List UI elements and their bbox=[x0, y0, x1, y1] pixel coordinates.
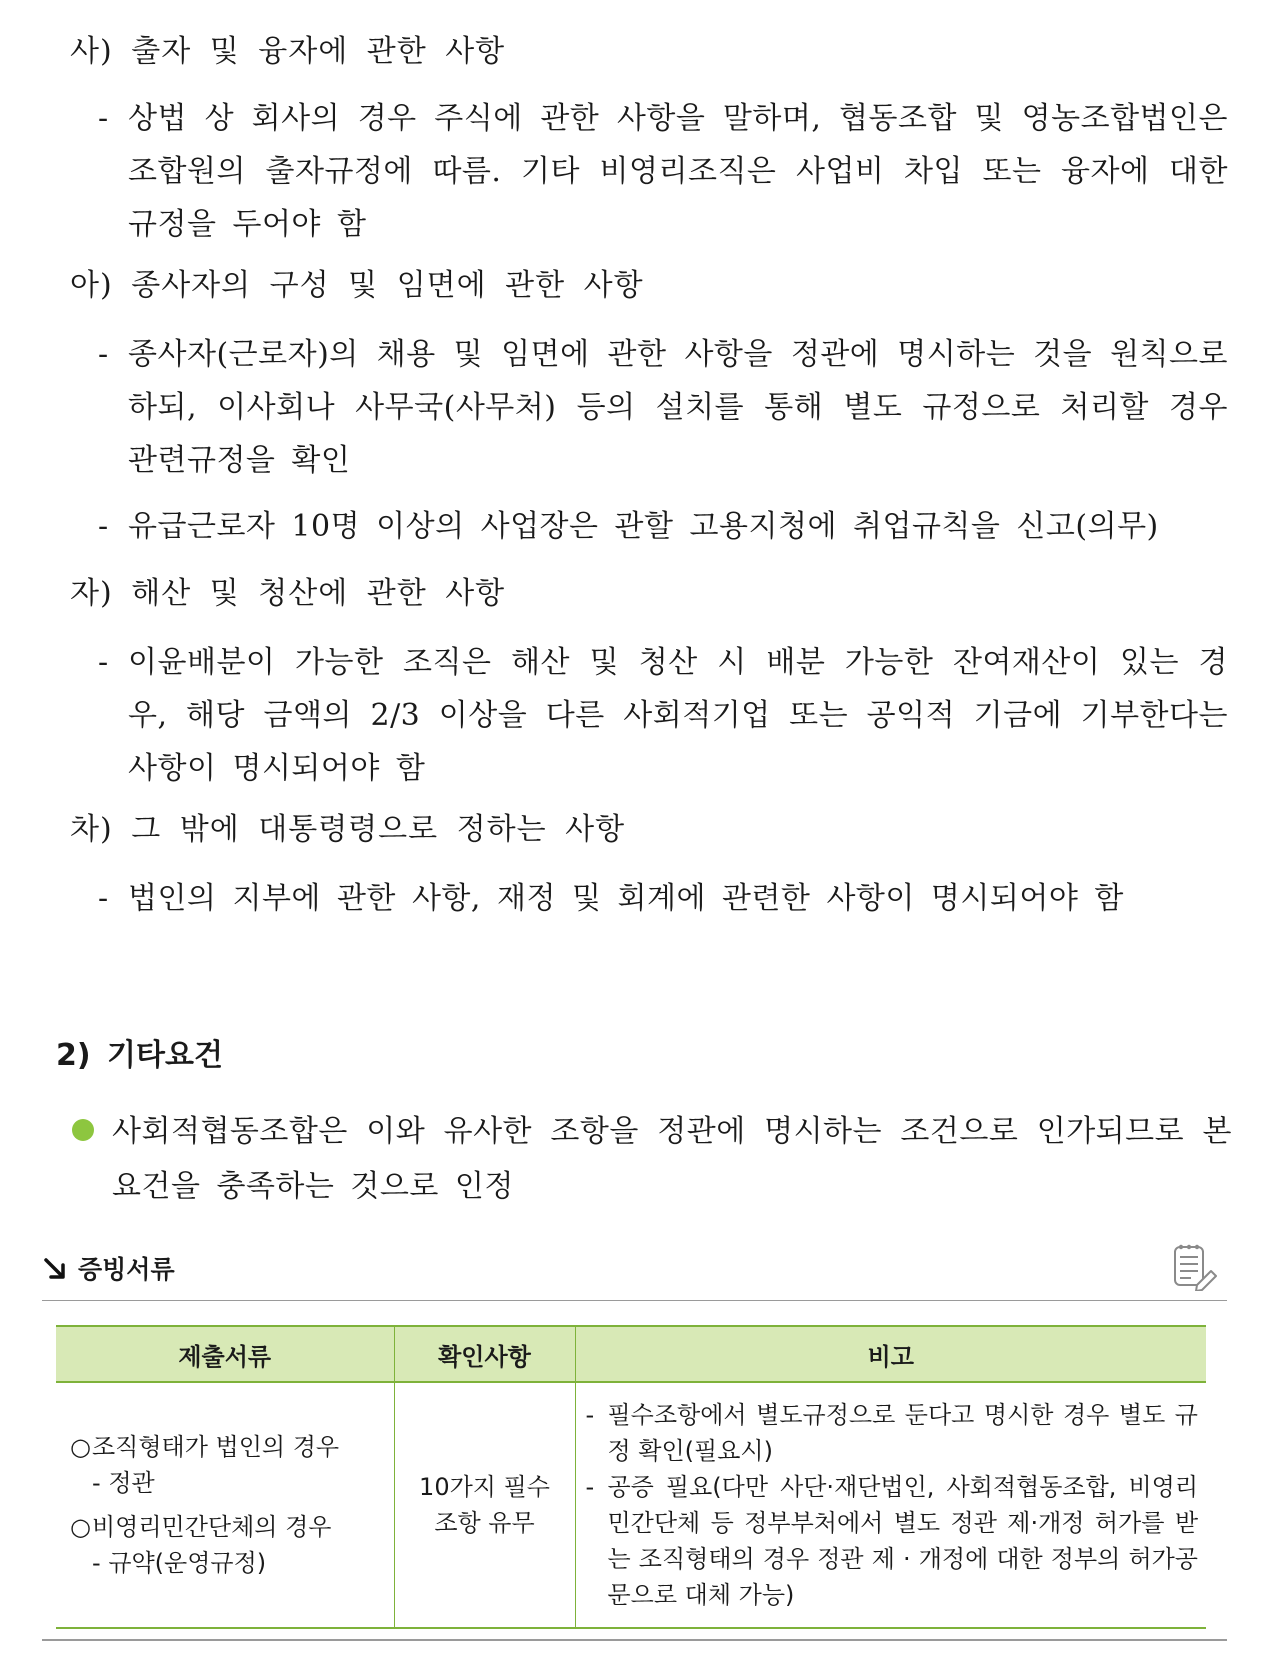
document-sub-item-text: 규약(운영규정) bbox=[108, 1549, 267, 1577]
list-item bbox=[98, 328, 1228, 487]
column-header-checkpoints: 확인사항 bbox=[394, 1326, 575, 1382]
document-item-text: 비영리민간단체의 경우 bbox=[92, 1513, 332, 1541]
list-item bbox=[98, 92, 1228, 251]
list-item-text: 유급근로자 10명 이상의 사업장은 관할 고용지청에 취업규칙을 신고(의무) bbox=[128, 509, 1159, 544]
list-item-text: 이윤배분이 가능한 조직은 해산 및 청산 시 배분 가능한 잔여재산이 있는 경우, 해당 금액의 2/3 이상을 다른 사회적기업 또는 공익적 기금에 기부한다는 사항이 명시되어야 함 bbox=[128, 645, 1228, 786]
column-header-remarks: 비고 bbox=[575, 1326, 1206, 1382]
dash-marker: - bbox=[98, 881, 109, 916]
remarks-cell bbox=[575, 1382, 1206, 1628]
document-sub-item bbox=[70, 1465, 393, 1501]
list-item-text: 법인의 지부에 관한 사항, 재정 및 회계에 관련한 사항이 명시되어야 함 bbox=[128, 881, 1124, 916]
dash-marker: - bbox=[98, 101, 109, 136]
list-item-text: 종사자(근로자)의 채용 및 임면에 관한 사항을 정관에 명시하는 것을 원칙으로 하되, 이사회나 사무국(사무처) 등의 설치를 통해 별도 규정으로 처리할 경우 관련규정을 확인 bbox=[128, 337, 1228, 478]
list-item-text: 상법 상 회사의 경우 주식에 관한 사항을 말하며, 협동조합 및 영농조합법인은 조합원의 출자규정에 따름. 기타 비영리조직은 사업비 차입 또는 융자에 대한 규정을 두어야 함 bbox=[128, 101, 1228, 242]
list-item bbox=[98, 636, 1228, 795]
documents-cell bbox=[56, 1382, 394, 1628]
circle-marker: ○ bbox=[70, 1513, 91, 1541]
green-bullet-icon bbox=[72, 1119, 94, 1141]
list-item bbox=[98, 872, 1228, 925]
dash-marker: - bbox=[98, 509, 109, 544]
dash-marker: - bbox=[92, 1549, 101, 1577]
dash-marker: - bbox=[98, 337, 109, 372]
remark-item bbox=[586, 1469, 1199, 1613]
section-heading-investment: 사) 출자 및 융자에 관한 사항 bbox=[70, 34, 506, 69]
checkpoint-cell bbox=[394, 1382, 575, 1628]
bullet-item bbox=[72, 1104, 1232, 1214]
dash-marker: - bbox=[98, 645, 109, 680]
evidence-label: 증빙서류 bbox=[78, 1255, 175, 1284]
arrow-down-right-icon bbox=[42, 1255, 70, 1283]
list-item bbox=[98, 500, 1228, 553]
table-row bbox=[56, 1382, 1206, 1628]
sub-section-title: 2) 기타요건 bbox=[56, 1038, 223, 1073]
document-sub-item-text: 정관 bbox=[108, 1469, 155, 1497]
remark-item bbox=[586, 1397, 1199, 1469]
remark-item-text: 공증 필요(다만 사단·재단법인, 사회적협동조합, 비영리민간단체 등 정부부처에서 별도 정관 제·개정 허가를 받는 조직형태의 경우 정관 제 · 개정에 대한 정부의 허가공문으로 대체 가능) bbox=[607, 1473, 1198, 1609]
section-heading-employees: 아) 종사자의 구성 및 임면에 관한 사항 bbox=[70, 268, 644, 303]
remark-item-text: 필수조항에서 별도규정으로 둔다고 명시한 경우 별도 규정 확인(필요시) bbox=[607, 1401, 1198, 1465]
evidence-table bbox=[56, 1325, 1206, 1629]
evidence-header bbox=[42, 1253, 1227, 1293]
table-header-row bbox=[56, 1326, 1206, 1382]
memo-pencil-icon bbox=[1167, 1243, 1219, 1291]
document-item-text: 조직형태가 법인의 경우 bbox=[92, 1433, 340, 1461]
bottom-divider bbox=[42, 1639, 1227, 1641]
circle-marker: ○ bbox=[70, 1433, 91, 1461]
checkpoint-line: 10가지 필수 bbox=[419, 1473, 550, 1501]
bullet-text: 사회적협동조합은 이와 유사한 조항을 정관에 명시하는 조건으로 인가되므로 본 요건을 충족하는 것으로 인정 bbox=[112, 1114, 1232, 1204]
checkpoint-line: 조항 유무 bbox=[434, 1509, 535, 1537]
column-header-documents: 제출서류 bbox=[56, 1326, 394, 1382]
document-sub-item bbox=[70, 1545, 393, 1581]
section-heading-other: 차) 그 밖에 대통령령으로 정하는 사항 bbox=[70, 812, 626, 847]
divider bbox=[42, 1300, 1227, 1301]
section-heading-dissolution: 자) 해산 및 청산에 관한 사항 bbox=[70, 576, 506, 611]
dash-marker: - bbox=[92, 1469, 101, 1497]
document-item bbox=[70, 1509, 393, 1545]
document-item bbox=[70, 1429, 393, 1465]
dash-marker: - bbox=[585, 1473, 595, 1501]
dash-marker: - bbox=[585, 1401, 595, 1429]
